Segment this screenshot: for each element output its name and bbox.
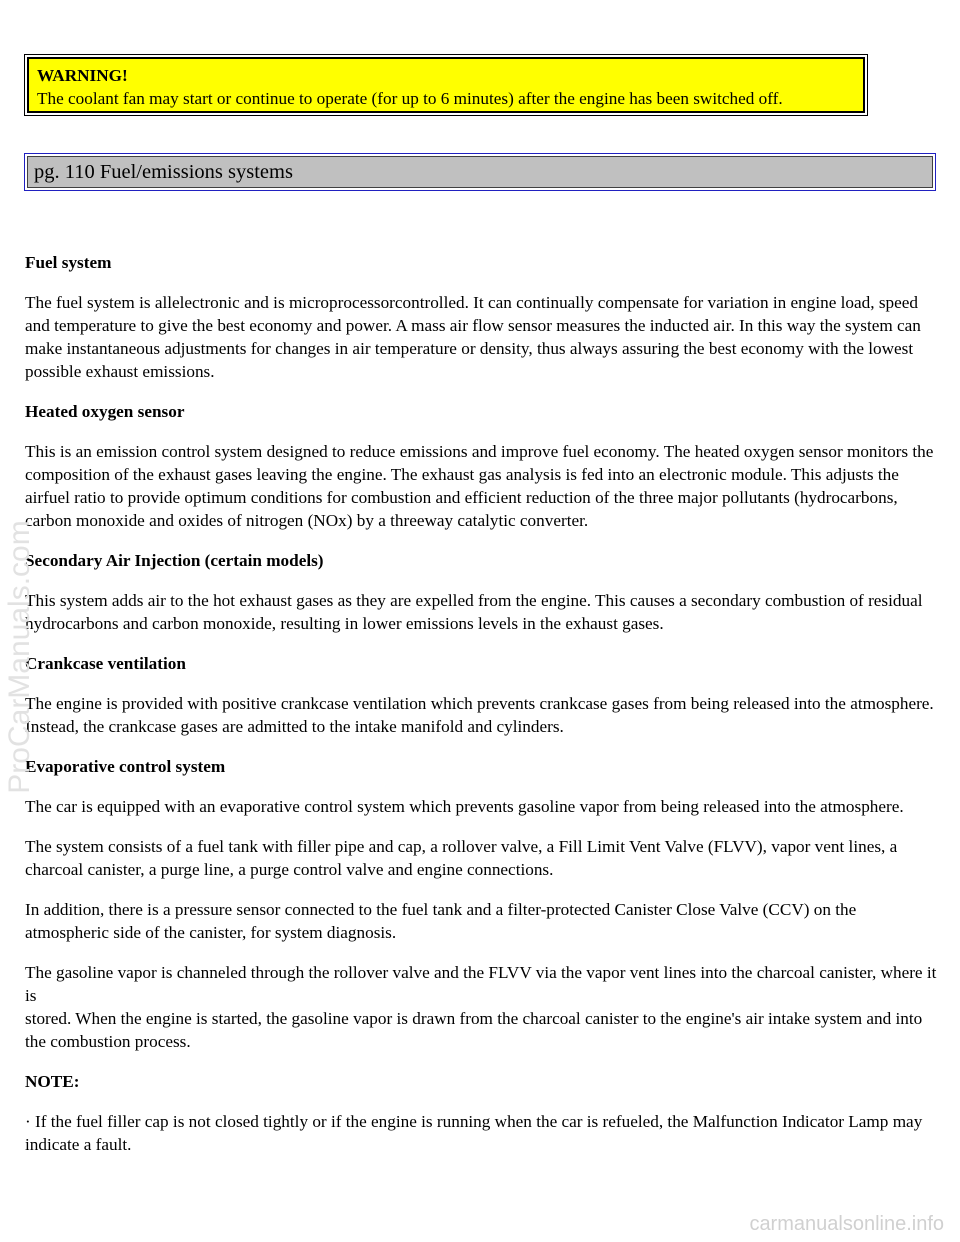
heading-evaporative: Evaporative control system (25, 757, 226, 776)
heading-note: NOTE: (25, 1072, 80, 1091)
warning-box (24, 54, 868, 116)
paragraph-evaporative-4b: stored. When the engine is started, the gasoline vapor is drawn from the charcoal canister to the engine's air intake system and into the combustion process. (25, 1009, 923, 1051)
side-watermark: ProCarManuals.com (3, 520, 36, 794)
footer-watermark: carmanualsonline.info (749, 1213, 944, 1235)
section-header (24, 153, 936, 191)
paragraph-evaporative-4 (25, 961, 940, 1053)
heading-secondary-air: Secondary Air Injection (certain models) (25, 551, 324, 570)
paragraph-evaporative-1: The car is equipped with an evaporative control system which prevents gasoline vapor from being released into the atmosphere. (25, 797, 904, 816)
main-content (25, 251, 940, 1173)
warning-text: The coolant fan may start or continue to operate (for up to 6 minutes) after the engine has been switched off. (37, 89, 783, 108)
paragraph-secondary-air: This system adds air to the hot exhaust gases as they are expelled from the engine. This causes a secondary combustion of residual hydrocarbons and carbon monoxide, resulting in lower emissions levels in the exhaust gases. (25, 591, 923, 633)
paragraph-crankcase: The engine is provided with positive crankcase ventilation which prevents crankcase gases from being released into the atmosphere. Instead, the crankcase gases are admitted to the intake manifold and cylinders. (25, 694, 934, 736)
section-header-title: pg. 110 Fuel/emissions systems (27, 156, 933, 188)
heading-fuel-system: Fuel system (25, 253, 112, 272)
heading-crankcase: Crankcase ventilation (25, 654, 186, 673)
paragraph-evaporative-4a: The gasoline vapor is channeled through the rollover valve and the FLVV via the vapor vent lines into the charcoal canister, where it is (25, 963, 937, 1005)
warning-inner (27, 57, 865, 113)
paragraph-evaporative-3: In addition, there is a pressure sensor connected to the fuel tank and a filter-protected Canister Close Valve (CCV) on the atmospheric side of the canister, for system diagnosis. (25, 900, 857, 942)
heading-oxygen-sensor: Heated oxygen sensor (25, 402, 185, 421)
paragraph-fuel-system: The fuel system is allelectronic and is microprocessorcontrolled. It can continually compensate for variation in engine load, speed and temperature to give the best economy and power. A mass air flow sensor measures the inducted air. In this way the system can make instantaneous adjustments for changes in air temperature or density, thus always assuring the best economy with the lowest possible exhaust emissions. (25, 293, 921, 381)
paragraph-oxygen-sensor: This is an emission control system designed to reduce emissions and improve fuel economy. The heated oxygen sensor monitors the composition of the exhaust gases leaving the engine. The exhaust gas analysis is fed into an electronic module. This adjusts the airfuel ratio to provide optimum conditions for combustion and efficient reduction of the three major pollutants (hydrocarbons, carbon monoxide and oxides of nitrogen (NOx) by a threeway catalytic converter. (25, 442, 934, 530)
paragraph-note: · If the fuel filler cap is not closed tightly or if the engine is running when the car is refueled, the Malfunction Indicator Lamp may indicate a fault. (25, 1112, 923, 1154)
warning-title: WARNING! (37, 66, 128, 85)
paragraph-evaporative-2: The system consists of a fuel tank with filler pipe and cap, a rollover valve, a Fill Limit Vent Valve (FLVV), vapor vent lines, a charcoal canister, a purge line, a purge control valve and engine connections. (25, 837, 898, 879)
